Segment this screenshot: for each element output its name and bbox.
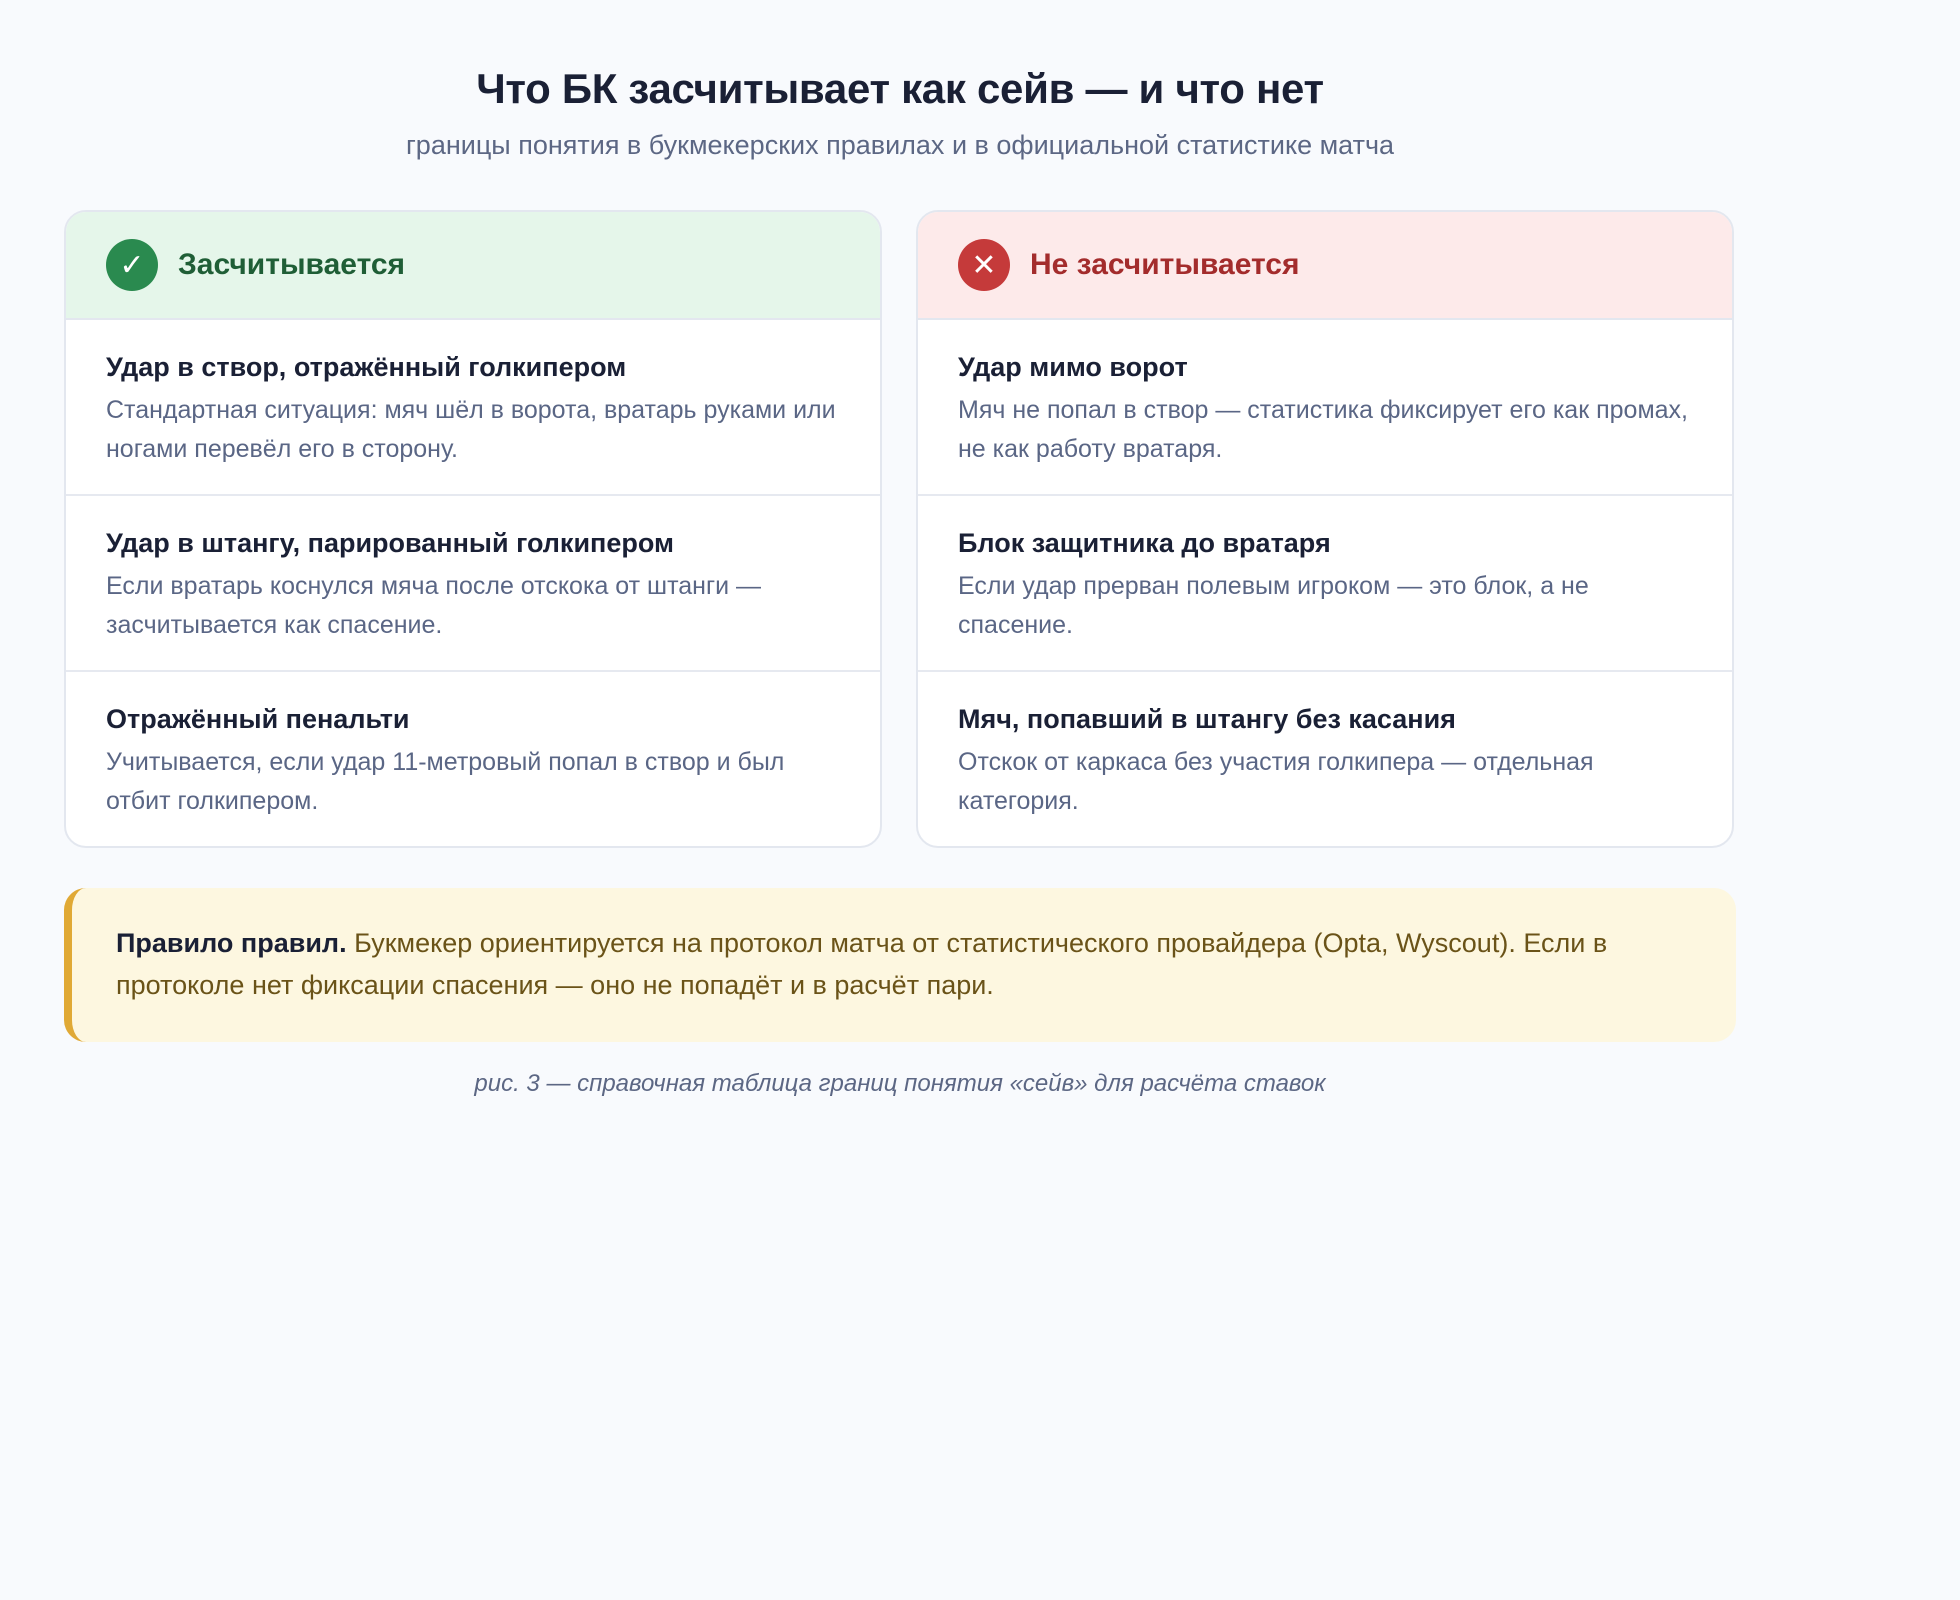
- item-title: Блок защитника до вратаря: [958, 528, 1331, 558]
- item-title: Удар мимо ворот: [958, 352, 1188, 382]
- not-counted-card-title: Не засчитывается: [1030, 248, 1300, 281]
- content-wrapper: [64, 0, 1736, 1098]
- list-item: [66, 672, 880, 846]
- item-description: Стандартная ситуация: мяч шёл в ворота, вратарь руками или ногами перевёл его в сторону.: [106, 396, 836, 463]
- check-icon: ✓: [106, 239, 158, 291]
- counted-card-title: Засчитывается: [178, 248, 406, 281]
- item-description: Отскок от каркаса без участия голкипера — отдельная категория.: [958, 748, 1594, 815]
- item-title: Удар в штангу, парированный голкипером: [106, 528, 674, 558]
- rule-note-lead: Правило правил.: [116, 928, 347, 958]
- item-title: Отражённый пенальти: [106, 704, 410, 734]
- not-counted-card-header: [918, 212, 1732, 320]
- comparison-cards: [64, 210, 1736, 848]
- list-item: [918, 320, 1732, 496]
- page-title: Что БК засчитывает как сейв — и что нет: [476, 65, 1324, 112]
- item-title: Мяч, попавший в штангу без касания: [958, 704, 1456, 734]
- rule-note: [64, 888, 1736, 1042]
- rule-note-text: Букмекер ориентируется на протокол матча от статистического провайдера (Opta, Wyscout). Если в протоколе нет фиксации спасения — оно не попадёт и в расчёт пари.: [116, 928, 1608, 1000]
- counted-card: [64, 210, 882, 848]
- item-description: Учитывается, если удар 11-метровый попал в створ и был отбит голкипером.: [106, 748, 785, 815]
- list-item: [66, 496, 880, 672]
- item-title: Удар в створ, отражённый голкипером: [106, 352, 627, 382]
- item-description: Если вратарь коснулся мяча после отскока от штанги — засчитывается как спасение.: [106, 572, 762, 639]
- not-counted-card: [916, 210, 1734, 848]
- counted-card-header: [66, 212, 880, 320]
- figure-caption: рис. 3 — справочная таблица границ понятия «сейв» для расчёта ставок: [474, 1070, 1326, 1097]
- list-item: [918, 496, 1732, 672]
- page-subtitle: границы понятия в букмекерских правилах и в официальной статистике матча: [405, 130, 1395, 160]
- item-description: Мяч не попал в створ — статистика фиксирует его как промах, не как работу вратаря.: [958, 396, 1688, 463]
- item-description: Если удар прерван полевым игроком — это блок, а не спасение.: [958, 572, 1589, 639]
- list-item: [918, 672, 1732, 846]
- cross-icon: ✕: [958, 239, 1010, 291]
- list-item: [66, 320, 880, 496]
